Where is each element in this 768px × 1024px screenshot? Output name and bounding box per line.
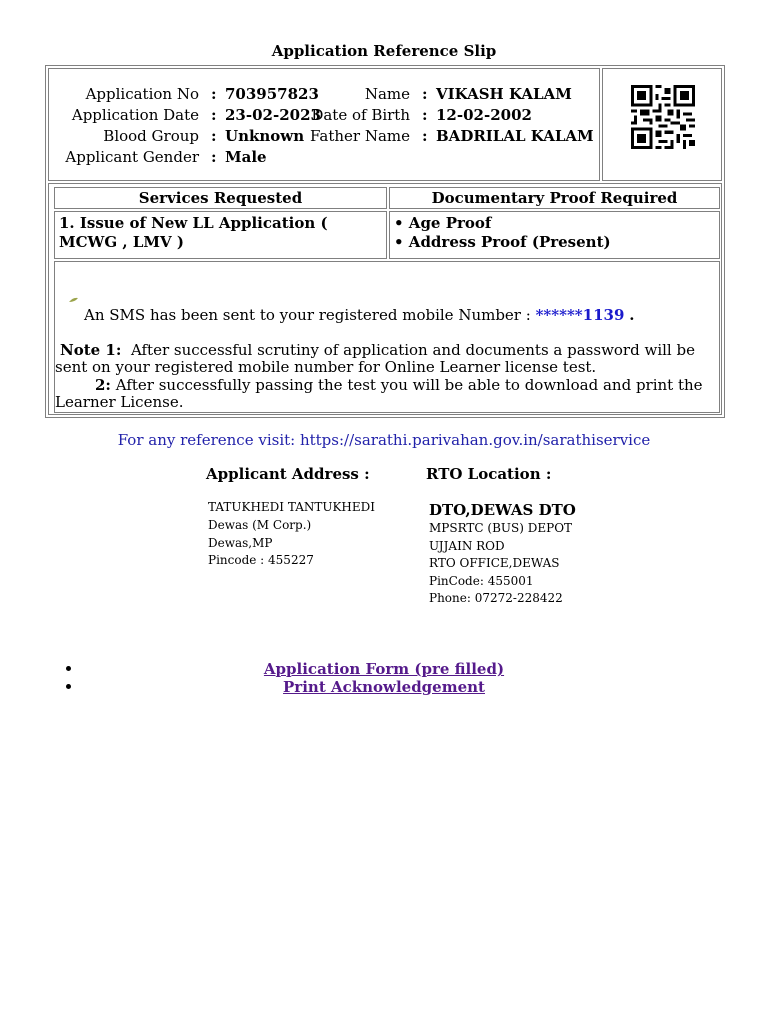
rto-address-line: RTO OFFICE,DEWAS [429, 556, 560, 570]
applicant-address-line: Dewas,MP [208, 536, 273, 550]
qr-code-box [602, 68, 722, 181]
applicant-address-line: Pincode : 455227 [208, 553, 314, 567]
dob-value: 12-02-2002 [436, 106, 532, 124]
sms-message [84, 307, 634, 324]
applicant-address-line: Dewas (M Corp.) [208, 518, 312, 532]
name-label: Name [364, 85, 410, 103]
services-table [48, 183, 722, 415]
docs-header: Documentary Proof Required [389, 187, 720, 209]
note-1 [55, 342, 715, 376]
list-item [0, 678, 768, 696]
leaf-icon [69, 297, 79, 303]
list-item [0, 660, 768, 678]
note-2 [55, 377, 715, 411]
application-date-value: 23-02-2023 [225, 106, 321, 124]
rto-name: DTO,DEWAS DTO [429, 501, 576, 519]
rto-address-line: Phone: 07272-228422 [429, 591, 563, 605]
colon: : [422, 127, 428, 145]
blood-group-label: Blood Group [103, 127, 199, 145]
father-name-value: BADRILAL KALAM [436, 127, 594, 145]
print-acknowledgement-link[interactable]: Print Acknowledgement [283, 677, 485, 696]
colon: : [211, 85, 217, 103]
note-1-label: Note 1: [60, 341, 122, 359]
bullet-icon [66, 666, 71, 671]
father-name-label: Father Name [309, 127, 410, 145]
service-item: 1. Issue of New LL Application ( MCWG , LMV ) [54, 211, 387, 259]
application-date-label: Application Date [71, 106, 199, 124]
applicant-address-heading: Applicant Address : [206, 465, 370, 483]
colon: : [422, 106, 428, 124]
reference-link-text: For any reference visit: https://sarathi.parivahan.gov.in/sarathiservice [117, 431, 651, 449]
note-2-label: 2: [95, 376, 111, 394]
colon: : [422, 85, 428, 103]
note-1-text: After successful scrutiny of application and documents a password will be sent on your registered mobile number for Online Learner license test. [55, 341, 695, 376]
qr-code-icon [629, 85, 697, 149]
doc-item-age-proof: • Age Proof [394, 214, 492, 232]
sms-text: An SMS has been sent to your registered mobile Number : [84, 306, 536, 324]
colon: : [211, 127, 217, 145]
rto-location-heading: RTO Location : [426, 465, 552, 483]
applicant-address-line: TATUKHEDI TANTUKHEDI [208, 500, 376, 514]
application-no-label: Application No [85, 85, 199, 103]
slip-container [45, 65, 725, 418]
notice-box [54, 261, 720, 413]
application-no-value: 703957823 [225, 85, 319, 103]
page-title: Application Reference Slip [271, 42, 497, 60]
applicant-details [48, 68, 600, 181]
applicant-gender-value: Male [225, 148, 267, 166]
dob-label: Date of Birth [311, 106, 410, 124]
docs-list [389, 211, 720, 259]
doc-item-address-proof: • Address Proof (Present) [394, 233, 611, 251]
blood-group-value: Unknown [225, 127, 305, 145]
sms-end: . [629, 306, 635, 324]
colon: : [211, 148, 217, 166]
bullet-icon [66, 684, 71, 689]
colon: : [211, 106, 217, 124]
note-2-text: After successfully passing the test you will be able to download and print the Learner License. [55, 376, 703, 411]
services-header: Services Requested [54, 187, 387, 209]
application-form-link[interactable]: Application Form (pre filled) [263, 660, 505, 678]
sms-number: ******1139 [535, 306, 625, 324]
rto-address-line: MPSRTC (BUS) DEPOT [429, 521, 573, 535]
applicant-gender-label: Applicant Gender [65, 148, 199, 166]
links-list [0, 660, 768, 695]
name-value: VIKASH KALAM [436, 85, 572, 103]
rto-address-line: PinCode: 455001 [429, 574, 534, 588]
rto-address-line: UJJAIN ROD [429, 539, 505, 553]
